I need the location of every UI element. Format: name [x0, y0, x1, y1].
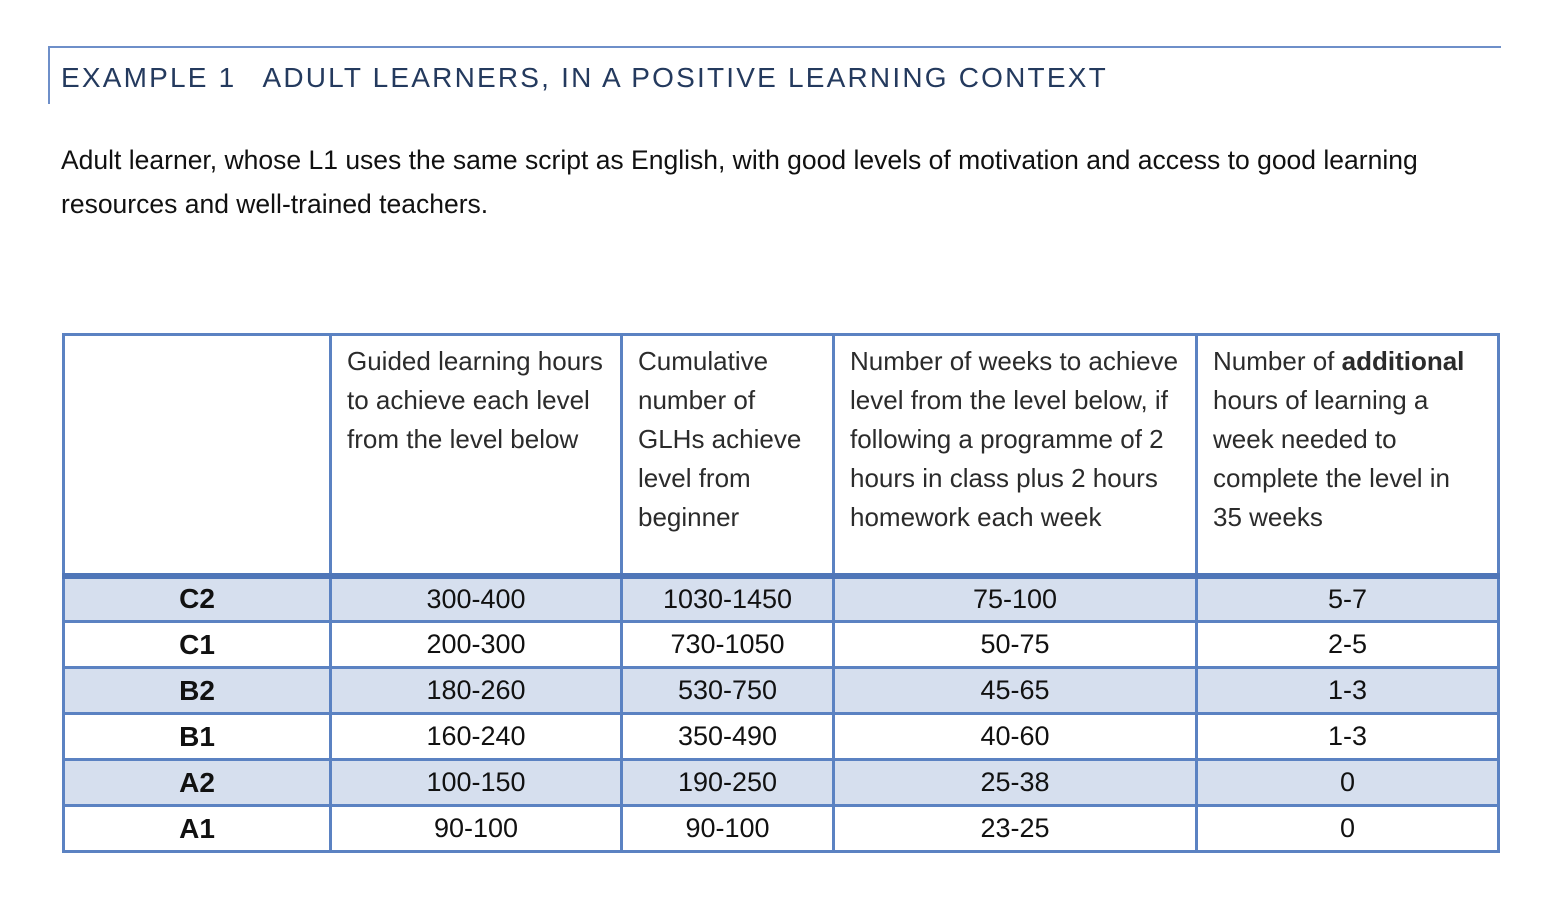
level-cell: B2 [64, 668, 331, 714]
table-row [64, 714, 1499, 760]
additional-cell: 2-5 [1197, 622, 1499, 668]
level-cell: B1 [64, 714, 331, 760]
glh-cell: 300-400 [331, 576, 622, 622]
level-cell: A1 [64, 806, 331, 852]
additional-cell: 0 [1197, 760, 1499, 806]
glh-cell: 200-300 [331, 622, 622, 668]
table-body [64, 576, 1499, 852]
weeks-cell: 45-65 [834, 668, 1197, 714]
glh-cell: 160-240 [331, 714, 622, 760]
glh-cell: 90-100 [331, 806, 622, 852]
cumulative-cell: 190-250 [622, 760, 834, 806]
cumulative-cell: 730-1050 [622, 622, 834, 668]
header-guided-hours: Guided learning hours to achieve each level from the level below [331, 335, 622, 576]
table-header [64, 335, 1499, 576]
table-row [64, 806, 1499, 852]
level-cell: A2 [64, 760, 331, 806]
section-heading [61, 60, 1108, 96]
level-cell: C2 [64, 576, 331, 622]
table-row [64, 622, 1499, 668]
cumulative-cell: 350-490 [622, 714, 834, 760]
cumulative-cell: 530-750 [622, 668, 834, 714]
header-additional-pre: Number of [1213, 346, 1335, 376]
additional-cell: 0 [1197, 806, 1499, 852]
glh-cell: 180-260 [331, 668, 622, 714]
heading-left-bar [48, 46, 50, 104]
intro-paragraph: Adult learner, whose L1 uses the same script as English, with good levels of motivation and access to good learning resources and well-trained teachers. [61, 145, 1418, 219]
cumulative-cell: 90-100 [622, 806, 834, 852]
weeks-cell: 23-25 [834, 806, 1197, 852]
learning-hours-table [62, 333, 1500, 853]
weeks-cell: 40-60 [834, 714, 1197, 760]
additional-cell: 1-3 [1197, 714, 1499, 760]
header-cumulative-glh: Cumulative number of GLHs achieve level from beginner [622, 335, 834, 576]
table-row [64, 668, 1499, 714]
table-row [64, 576, 1499, 622]
header-weeks: Number of weeks to achieve level from the level below, if following a programme of 2 hours in class plus 2 hours homework each week [834, 335, 1197, 576]
glh-cell: 100-150 [331, 760, 622, 806]
cumulative-cell: 1030-1450 [622, 576, 834, 622]
level-cell: C1 [64, 622, 331, 668]
header-level [64, 335, 331, 576]
header-additional-post: hours of learning a week needed to complete the level in 35 weeks [1213, 385, 1451, 532]
weeks-cell: 50-75 [834, 622, 1197, 668]
section-title: ADULT LEARNERS, IN A POSITIVE LEARNING CONTEXT [262, 62, 1108, 93]
example-number: EXAMPLE 1 [61, 62, 237, 93]
weeks-cell: 75-100 [834, 576, 1197, 622]
heading-top-rule [48, 46, 1501, 48]
table-row [64, 760, 1499, 806]
header-additional-emphasis: additional [1341, 346, 1465, 376]
header-additional-hours [1197, 335, 1499, 576]
additional-cell: 1-3 [1197, 668, 1499, 714]
weeks-cell: 25-38 [834, 760, 1197, 806]
header-row [64, 335, 1499, 576]
additional-cell: 5-7 [1197, 576, 1499, 622]
